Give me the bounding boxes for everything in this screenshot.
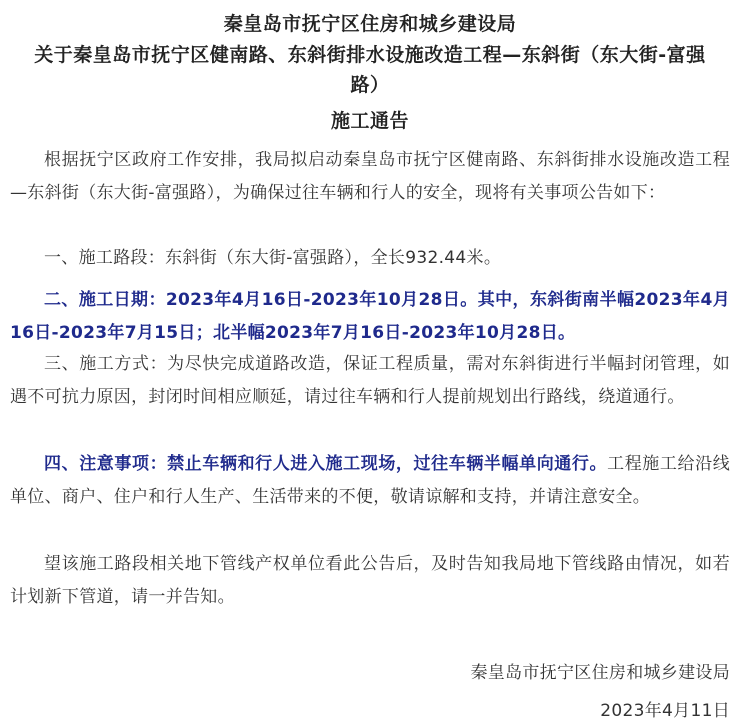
- intro-paragraph: 根据抚宁区政府工作安排，我局拟启动秦皇岛市抚宁区健南路、东斜街排水设施改造工程—东斜街（东大街-富强路），为确保过往车辆和行人的安全，现将有关事项公告如下：: [10, 150, 730, 203]
- signature-date: 2023年4月11日: [600, 701, 730, 721]
- closing-paragraph: 望该施工路段相关地下管线产权单位看此公告后，及时告知我局地下管线路由情况，如若计划新下管道，请一并告知。: [10, 554, 730, 607]
- signature-org: 秦皇岛市抚宁区住房和城乡建设局: [470, 663, 730, 683]
- precautions-emphasis: 四、注意事项：禁止车辆和行人进入施工现场，过往车辆半幅单向通行。: [44, 454, 608, 474]
- org-title: 秦皇岛市抚宁区住房和城乡建设局: [223, 13, 517, 35]
- item-precautions: [10, 448, 730, 514]
- notice-title: 施工通告: [330, 110, 409, 132]
- item-construction-section: 一、施工路段：东斜街（东大街-富强路），全长932.44米。: [44, 248, 502, 268]
- precautions-detail: 工程施工给沿线单位、商户、住户和行人生产、生活带来的不便，敬请谅解和支持，并请注意安全。: [10, 454, 730, 507]
- item-construction-method: 三、施工方式：为尽快完成道路改造，保证工程质量，需对东斜街进行半幅封闭管理，如遇不可抗力原因，封闭时间相应顺延，请过往车辆和行人提前规划出行路线，绕道通行。: [10, 354, 730, 407]
- project-title: 关于秦皇岛市抚宁区健南路、东斜街排水设施改造工程—东斜街（东大街-富强路）: [34, 44, 706, 96]
- item-construction-dates: 二、施工日期：2023年4月16日-2023年10月28日。其中，东斜街南半幅2023年4月16日-2023年7月15日；北半幅2023年7月16日-2023年10月28日。: [10, 290, 730, 343]
